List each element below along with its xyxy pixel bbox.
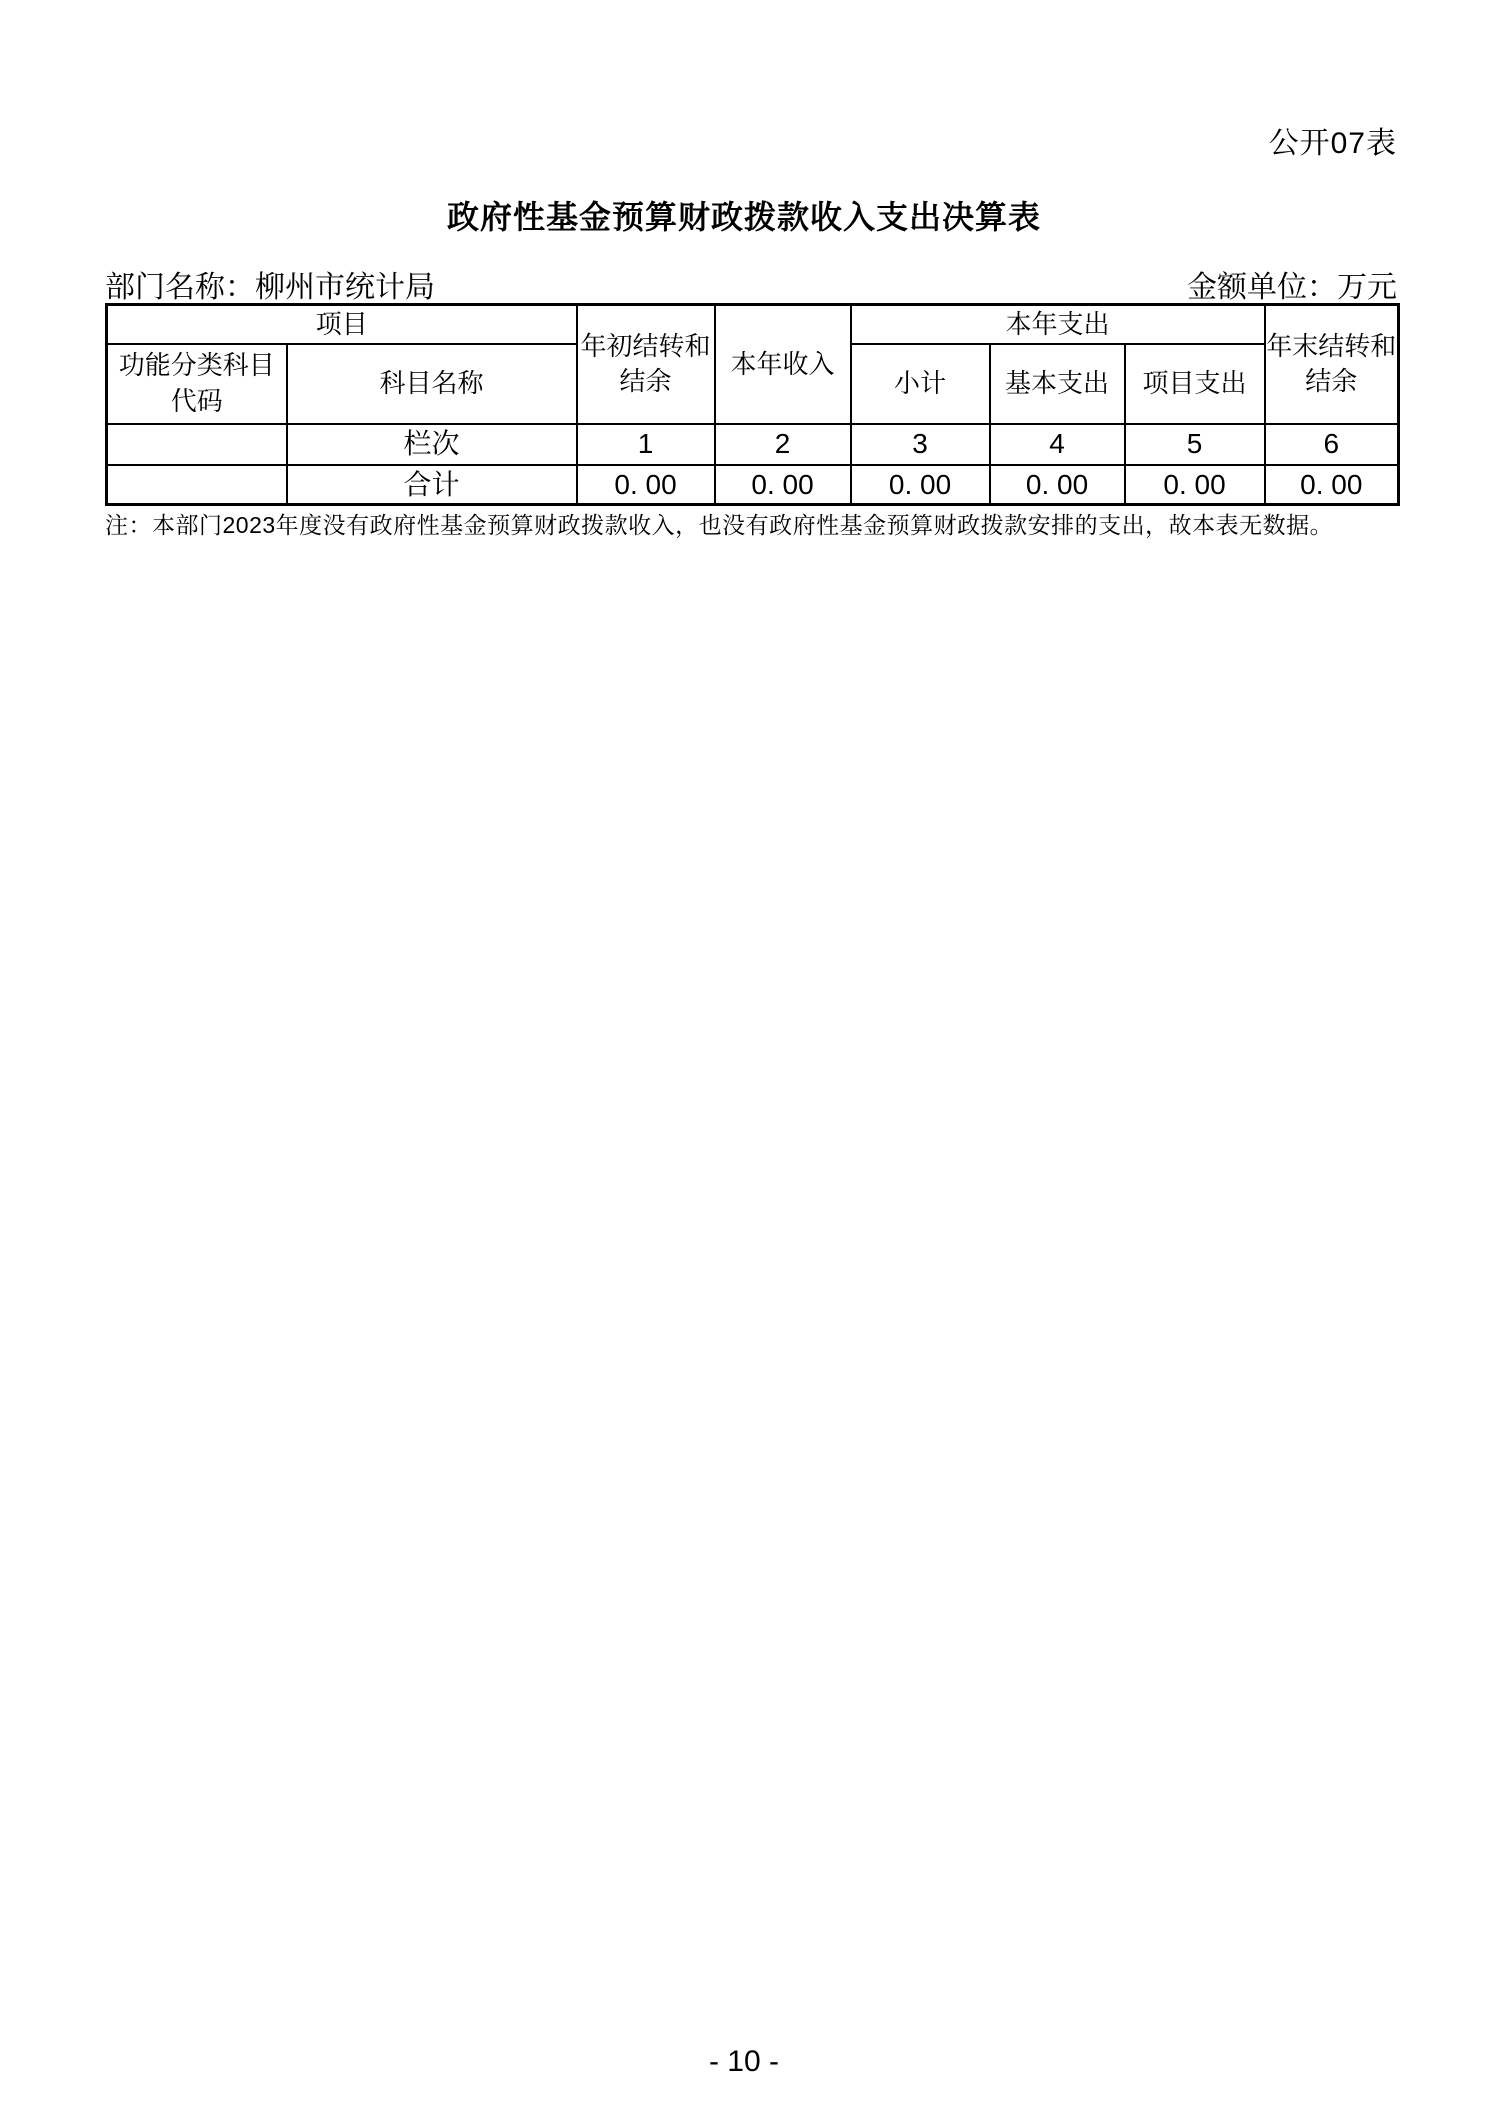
amount-unit-label: 金额单位：万元 (1187, 271, 1397, 304)
total-row-empty-cell (107, 465, 287, 505)
footnote: 注：本部门2023年度没有政府性基金预算财政拨款收入，也没有政府性基金预算财政拨款安排的支出，故本表无数据。 (105, 512, 1334, 538)
header-cell-function-code: 功能分类科目代码 (107, 344, 287, 424)
page-number: - 10 - (708, 2045, 780, 2078)
department-name-label: 部门名称：柳州市统计局 (105, 271, 435, 304)
header-cell-current-income: 本年收入 (715, 305, 851, 424)
total-value-4: 0. 00 (990, 465, 1125, 505)
table-header-row-1 (107, 305, 1399, 344)
header-cell-project: 项目 (107, 305, 577, 344)
column-index-5: 5 (1125, 424, 1265, 465)
index-row-empty-cell (107, 424, 287, 465)
column-index-row (107, 424, 1399, 465)
column-index-6: 6 (1265, 424, 1399, 465)
header-cell-basic-expenditure: 基本支出 (990, 344, 1125, 424)
header-cell-subject-name: 科目名称 (287, 344, 577, 424)
total-value-5: 0. 00 (1125, 465, 1265, 505)
fiscal-table-container (105, 303, 1400, 506)
meta-row (105, 262, 1397, 306)
header-cell-current-expenditure: 本年支出 (851, 305, 1265, 344)
column-index-2: 2 (715, 424, 851, 465)
total-row (107, 465, 1399, 505)
total-value-3: 0. 00 (851, 465, 990, 505)
column-index-1: 1 (577, 424, 715, 465)
total-value-1: 0. 00 (577, 465, 715, 505)
header-cell-project-expenditure: 项目支出 (1125, 344, 1265, 424)
total-row-label: 合计 (287, 465, 577, 505)
page-title: 政府性基金预算财政拨款收入支出决算表 (446, 199, 1041, 235)
header-cell-closing-balance: 年末结转和结余 (1265, 305, 1399, 424)
header-cell-subtotal: 小计 (851, 344, 990, 424)
fiscal-table (105, 303, 1400, 506)
total-value-6: 0. 00 (1265, 465, 1399, 505)
total-value-2: 0. 00 (715, 465, 851, 505)
header-cell-opening-balance: 年初结转和结余 (577, 305, 715, 424)
column-index-4: 4 (990, 424, 1125, 465)
index-row-label: 栏次 (287, 424, 577, 465)
column-index-3: 3 (851, 424, 990, 465)
corner-table-label: 公开07表 (1268, 127, 1397, 160)
